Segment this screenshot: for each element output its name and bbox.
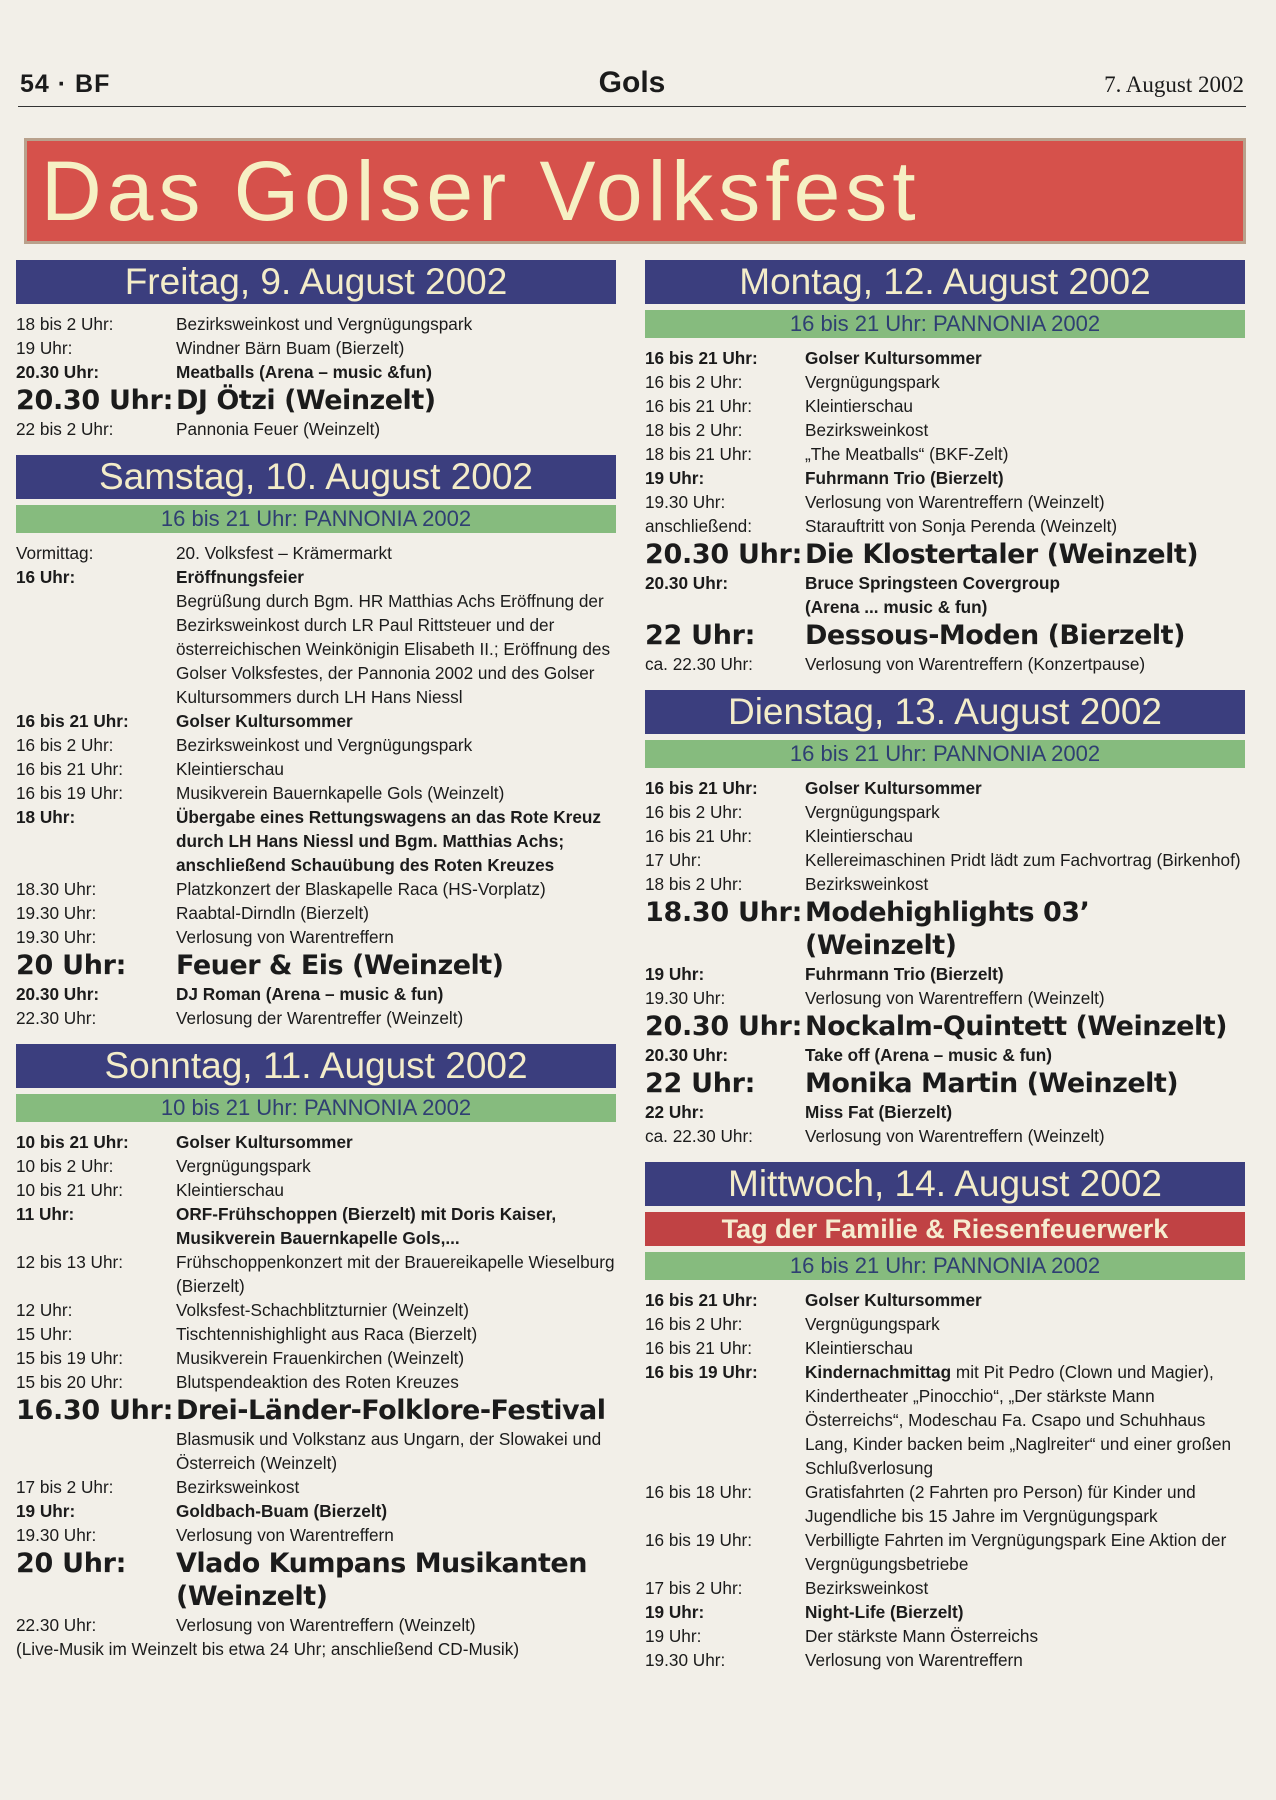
schedule-row [16,589,616,709]
event-time: 20.30 Uhr: [16,984,100,1004]
event-description: Starauftritt von Sonja Perenda (Weinzelt) [805,516,1118,536]
event-description: Verlosung von Warentreffern (Weinzelt) [805,988,1105,1008]
schedule-row [16,1370,616,1394]
schedule-row [16,1322,616,1346]
schedule-row [645,1480,1245,1528]
schedule-saturday [16,541,616,1030]
pannonia-bar-wednesday: 16 bis 21 Uhr: PANNONIA 2002 [645,1252,1245,1280]
schedule-row [645,1528,1245,1576]
event-description: Eröffnungsfeier [176,567,304,587]
event-time: 19 Uhr: [16,1501,76,1521]
header-date: 7. August 2002 [1104,72,1244,97]
schedule-row [16,925,616,949]
schedule-row [16,949,616,982]
left-column [16,260,616,1661]
schedule-row [16,1499,616,1523]
page-number: 54 · BF [20,70,111,98]
schedule-row [645,1043,1245,1067]
event-description: Meatballs (Arena – music &fun) [176,362,432,382]
day-header-monday: Montag, 12. August 2002 [645,260,1245,304]
event-description: Vergnügungspark [176,1156,311,1176]
event-description: Musikverein Frauenkirchen (Weinzelt) [176,1348,465,1368]
event-description: Bezirksweinkost [805,1578,929,1598]
schedule-row [645,1336,1245,1360]
event-time: 16 bis 19 Uhr: [645,1362,758,1382]
event-description: Golser Kultursommer [176,711,353,731]
event-time: 19.30 Uhr: [16,903,97,923]
event-description: Bezirksweinkost [805,874,929,894]
event-time: 18 bis 2 Uhr: [645,874,743,894]
event-time: 16 bis 21 Uhr: [645,348,758,368]
schedule-row [645,986,1245,1010]
schedule-row [645,442,1245,466]
event-time: 16 bis 2 Uhr: [645,1314,743,1334]
event-time: 19.30 Uhr: [16,927,97,947]
event-description: Monika Martin (Weinzelt) [805,1068,1179,1099]
event-time: 17 bis 2 Uhr: [16,1477,114,1497]
schedule-row [16,1394,616,1427]
day-header-friday: Freitag, 9. August 2002 [16,260,616,304]
sunday-note: (Live-Musik im Weinzelt bis etwa 24 Uhr; anschließend CD-Musik) [16,1639,520,1659]
schedule-row [16,1613,616,1637]
event-description: Golser Kultursommer [805,348,982,368]
event-description: Nockalm-Quintett (Weinzelt) [805,1011,1227,1042]
event-description: Verlosung von Warentreffern (Konzertpause) [805,654,1146,674]
event-time: ca. 22.30 Uhr: [645,654,753,674]
event-time: ca. 22.30 Uhr: [645,1126,753,1146]
event-description: Begrüßung durch Bgm. HR Matthias Achs Eröffnung der Bezirksweinkost durch LR Paul Rittsteuer und der österreichischen Weinkönigin Elisabeth II.; Eröffnung des Golser Volksfestes, der Pannonia 2002 und des Golser Kultursommers durch LH Hans Niessl [176,591,611,707]
schedule-row [16,1475,616,1499]
event-description: 20. Volksfest – Krämermarkt [176,543,392,563]
schedule-row [645,1288,1245,1312]
event-description: Night-Life (Bierzelt) [805,1602,964,1622]
schedule-row [16,877,616,901]
schedule-row [16,1346,616,1370]
pannonia-bar-monday: 16 bis 21 Uhr: PANNONIA 2002 [645,310,1245,338]
event-description: Golser Kultursommer [805,1290,982,1310]
event-description: Fuhrmann Trio (Bierzelt) [805,964,1004,984]
event-description: Übergabe eines Rettungswagens an das Rote Kreuz durch LH Hans Niessl und Bgm. Matthias Achs; anschließend Schauübung des Roten Kreuzes [176,807,602,875]
event-description: Verlosung von Warentreffern (Weinzelt) [805,492,1105,512]
event-description: (Arena ... music & fun) [805,597,988,617]
schedule-tuesday [645,776,1245,1148]
schedule-row [16,1006,616,1030]
schedule-row [645,652,1245,676]
schedule-row [16,1427,616,1475]
schedule-row [16,1178,616,1202]
pannonia-bar-sunday: 10 bis 21 Uhr: PANNONIA 2002 [16,1094,616,1122]
header-location: Gols [598,66,666,99]
event-time: 16 bis 21 Uhr: [645,778,758,798]
page-header [18,66,1246,107]
event-time: 11 Uhr: [16,1204,75,1224]
event-time: 10 bis 21 Uhr: [16,1132,129,1152]
event-time: 16 bis 2 Uhr: [645,372,743,392]
schedule-row [645,1624,1245,1648]
event-time: 18 bis 21 Uhr: [645,444,753,464]
event-time: 16 bis 19 Uhr: [645,1530,753,1550]
schedule-row [645,418,1245,442]
schedule-row [645,595,1245,619]
event-time: 16 bis 21 Uhr: [645,1338,753,1358]
event-time: 16.30 Uhr: [16,1395,174,1426]
event-description: Dessous-Moden (Bierzelt) [805,620,1185,651]
schedule-sunday [16,1130,616,1637]
event-time: 19.30 Uhr: [645,988,726,1008]
schedule-row [645,538,1245,571]
schedule-row [645,394,1245,418]
schedule-row [16,541,616,565]
event-time: 20 Uhr: [16,1548,127,1579]
event-time: 16 bis 21 Uhr: [645,396,753,416]
schedule-row [16,360,616,384]
event-description: ORF-Frühschoppen (Bierzelt) mit Doris Kaiser, Musikverein Bauernkapelle Gols,... [176,1204,557,1248]
schedule-row [645,370,1245,394]
schedule-row [16,901,616,925]
event-description: Pannonia Feuer (Weinzelt) [176,419,381,439]
event-description: Bruce Springsteen Covergroup [805,573,1060,593]
event-time: 19 Uhr: [645,468,705,488]
schedule-row [645,514,1245,538]
event-time: 10 bis 2 Uhr: [16,1156,114,1176]
event-description: Feuer & Eis (Weinzelt) [176,950,504,981]
schedule-row [645,896,1245,962]
event-description: DJ Roman (Arena – music & fun) [176,984,444,1004]
event-description: Kellereimaschinen Pridt lädt zum Fachvortrag (Birkenhof) [805,850,1241,870]
event-time: 18 bis 2 Uhr: [645,420,743,440]
schedule-row [16,565,616,589]
schedule-row [645,466,1245,490]
event-description: Take off (Arena – music & fun) [805,1045,1053,1065]
kinder-detail: mit Pit Pedro (Clown und Magier), Kindertheater „Pinocchio“, „Der stärkste Mann Österreichs“, Modeschau Fa. Csapo und Schuhhaus Lang, Kinder backen beim „Naglreiter“ und einer großen Schlußverlosung [805,1362,1232,1478]
event-time: 20.30 Uhr: [645,539,803,570]
event-time: 17 bis 2 Uhr: [645,1578,743,1598]
schedule-row [645,1576,1245,1600]
event-description: Kleintierschau [176,1180,284,1200]
event-time: 18.30 Uhr: [645,897,803,928]
event-time: 18 Uhr: [16,807,76,827]
event-description: Kleintierschau [805,396,913,416]
schedule-row [645,619,1245,652]
event-description: Modehighlights 03’ (Weinzelt) [805,897,1090,961]
pannonia-bar-tuesday: 16 bis 21 Uhr: PANNONIA 2002 [645,740,1245,768]
schedule-row [645,848,1245,872]
event-time: 20.30 Uhr: [645,1011,803,1042]
event-description: Verbilligte Fahrten im Vergnügungspark Eine Aktion der Vergnügungsbetriebe [805,1530,1227,1574]
event-description: Die Klostertaler (Weinzelt) [805,539,1199,570]
event-description: Der stärkste Mann Österreichs [805,1626,1039,1646]
schedule-row [16,1250,616,1298]
event-description: Verlosung von Warentreffern [176,927,394,947]
event-time: 22 Uhr: [645,1102,705,1122]
event-description: Verlosung der Warentreffer (Weinzelt) [176,1008,464,1028]
schedule-row [645,346,1245,370]
schedule-row [16,1547,616,1613]
schedule-row [16,733,616,757]
event-time: 19 Uhr: [645,1602,705,1622]
event-description: Verlosung von Warentreffern (Weinzelt) [805,1126,1105,1146]
event-time: 18 bis 2 Uhr: [16,314,114,334]
event-description: Volksfest-Schachblitzturnier (Weinzelt) [176,1300,469,1320]
event-time: 19 Uhr: [16,338,73,358]
schedule-friday [16,312,616,441]
event-description: Vergnügungspark [805,1314,940,1334]
event-description: Platzkonzert der Blaskapelle Raca (HS-Vorplatz) [176,879,546,899]
schedule-row [645,490,1245,514]
schedule-row [16,1202,616,1250]
event-time: 19.30 Uhr: [645,492,726,512]
event-time: 16 bis 21 Uhr: [16,711,129,731]
event-description: Blasmusik und Volkstanz aus Ungarn, der Slowakei und Österreich (Weinzelt) [176,1429,602,1473]
event-description: Golser Kultursommer [176,1132,353,1152]
day-header-tuesday: Dienstag, 13. August 2002 [645,690,1245,734]
schedule-row [16,1523,616,1547]
event-description: Gratisfahrten (2 Fahrten pro Person) für Kinder und Jugendliche bis 15 Jahre im Vergnügungspark [805,1482,1196,1526]
event-time: 19 Uhr: [645,1626,702,1646]
event-time: 22 Uhr: [645,620,756,651]
event-time: 15 bis 20 Uhr: [16,1372,124,1392]
schedule-row [16,982,616,1006]
event-description: Kleintierschau [176,759,284,779]
schedule-row [645,1312,1245,1336]
event-time: 16 bis 21 Uhr: [16,759,124,779]
event-description: DJ Ötzi (Weinzelt) [176,385,436,416]
schedule-row [645,1648,1245,1672]
schedule-row [16,757,616,781]
event-description: Frühschoppenkonzert mit der Brauereikapelle Wieselburg (Bierzelt) [176,1252,615,1296]
right-column [645,260,1245,1672]
event-description: Musikverein Bauernkapelle Gols (Weinzelt) [176,783,505,803]
event-time: 12 Uhr: [16,1300,73,1320]
family-day-bar: Tag der Familie & Riesenfeuerwerk [645,1212,1245,1246]
schedule-row [645,776,1245,800]
event-time: 16 bis 21 Uhr: [645,1290,758,1310]
schedule-row [16,336,616,360]
event-description: Vlado Kumpans Musikanten (Weinzelt) [176,1548,587,1612]
event-description: Bezirksweinkost und Vergnügungspark [176,735,473,755]
event-description: Tischtennishighlight aus Raca (Bierzelt) [176,1324,478,1344]
schedule-row [645,1100,1245,1124]
event-time: 15 Uhr: [16,1324,73,1344]
event-time: 20.30 Uhr: [645,573,729,593]
schedule-row [645,872,1245,896]
schedule-row [16,1154,616,1178]
event-description: Verlosung von Warentreffern (Weinzelt) [176,1615,476,1635]
event-time: 16 bis 2 Uhr: [16,735,114,755]
event-time: 22 bis 2 Uhr: [16,419,114,439]
event-time: Vormittag: [16,543,94,563]
day-header-sunday: Sonntag, 11. August 2002 [16,1044,616,1088]
event-time: 15 bis 19 Uhr: [16,1348,124,1368]
event-time: 22.30 Uhr: [16,1615,97,1635]
event-time: 20.30 Uhr: [16,362,100,382]
event-description: Goldbach-Buam (Bierzelt) [176,1501,388,1521]
event-time: 16 bis 18 Uhr: [645,1482,753,1502]
event-time: 16 Uhr: [16,567,76,587]
schedule-row [645,1124,1245,1148]
event-time: 20 Uhr: [16,950,127,981]
schedule-row [645,962,1245,986]
event-time: 19.30 Uhr: [16,1525,97,1545]
event-time: 16 bis 19 Uhr: [16,783,124,803]
event-time: 17 Uhr: [645,850,702,870]
event-time: 10 bis 21 Uhr: [16,1180,124,1200]
schedule-row [16,1130,616,1154]
schedule-row [645,1360,1245,1480]
event-description: „The Meatballs“ (BKF-Zelt) [805,444,1009,464]
schedule-row [16,1298,616,1322]
event-description: Fuhrmann Trio (Bierzelt) [805,468,1004,488]
day-header-wednesday: Mittwoch, 14. August 2002 [645,1162,1245,1206]
event-description: Windner Bärn Buam (Bierzelt) [176,338,405,358]
schedule-row [16,417,616,441]
event-time: anschließend: [645,516,753,536]
event-description: Raabtal-Dirndln (Bierzelt) [176,903,369,923]
event-time: 19 Uhr: [645,964,705,984]
event-description: Golser Kultursommer [805,778,982,798]
day-header-saturday: Samstag, 10. August 2002 [16,455,616,499]
event-description: Verlosung von Warentreffern [176,1525,394,1545]
schedule-row [645,824,1245,848]
event-time: 16 bis 21 Uhr: [645,826,753,846]
schedule-row [16,805,616,877]
event-time: 20.30 Uhr: [645,1045,729,1065]
schedule-row [645,571,1245,595]
schedule-row [645,1600,1245,1624]
event-time: 12 bis 13 Uhr: [16,1252,124,1272]
event-time: 22.30 Uhr: [16,1008,97,1028]
event-description: Kleintierschau [805,1338,913,1358]
schedule-row [645,1010,1245,1043]
page-title: Das Golser Volksfest [24,138,1246,244]
event-description: Bezirksweinkost und Vergnügungspark [176,314,473,334]
event-description: Kindernachmittag mit Pit Pedro (Clown und Magier), Kindertheater „Pinocchio“, „Der stärkste Mann Österreichs“, Modeschau Fa. Csapo und Schuhhaus Lang, Kinder backen beim „Naglreiter“ und einer großen Schlußverlosung [805,1362,1232,1478]
event-time: 16 bis 2 Uhr: [645,802,743,822]
schedule-row [16,312,616,336]
schedule-monday [645,346,1245,676]
event-description: Miss Fat (Bierzelt) [805,1102,953,1122]
event-time: 20.30 Uhr: [16,385,174,416]
event-time: 18.30 Uhr: [16,879,97,899]
event-description: Bezirksweinkost [805,420,929,440]
event-description: Kleintierschau [805,826,913,846]
schedule-row [16,781,616,805]
schedule-row [16,384,616,417]
event-description: Drei-Länder-Folklore-Festival [176,1395,606,1426]
event-description: Vergnügungspark [805,802,940,822]
event-description: Bezirksweinkost [176,1477,300,1497]
schedule-row [645,1067,1245,1100]
pannonia-bar-saturday: 16 bis 21 Uhr: PANNONIA 2002 [16,505,616,533]
event-time: 22 Uhr: [645,1068,756,1099]
schedule-row [16,709,616,733]
event-time: 19.30 Uhr: [645,1650,726,1670]
event-description: Blutspendeaktion des Roten Kreuzes [176,1372,459,1392]
event-description: Verlosung von Warentreffern [805,1650,1023,1670]
schedule-row [645,800,1245,824]
schedule-wednesday [645,1288,1245,1672]
event-description: Vergnügungspark [805,372,940,392]
